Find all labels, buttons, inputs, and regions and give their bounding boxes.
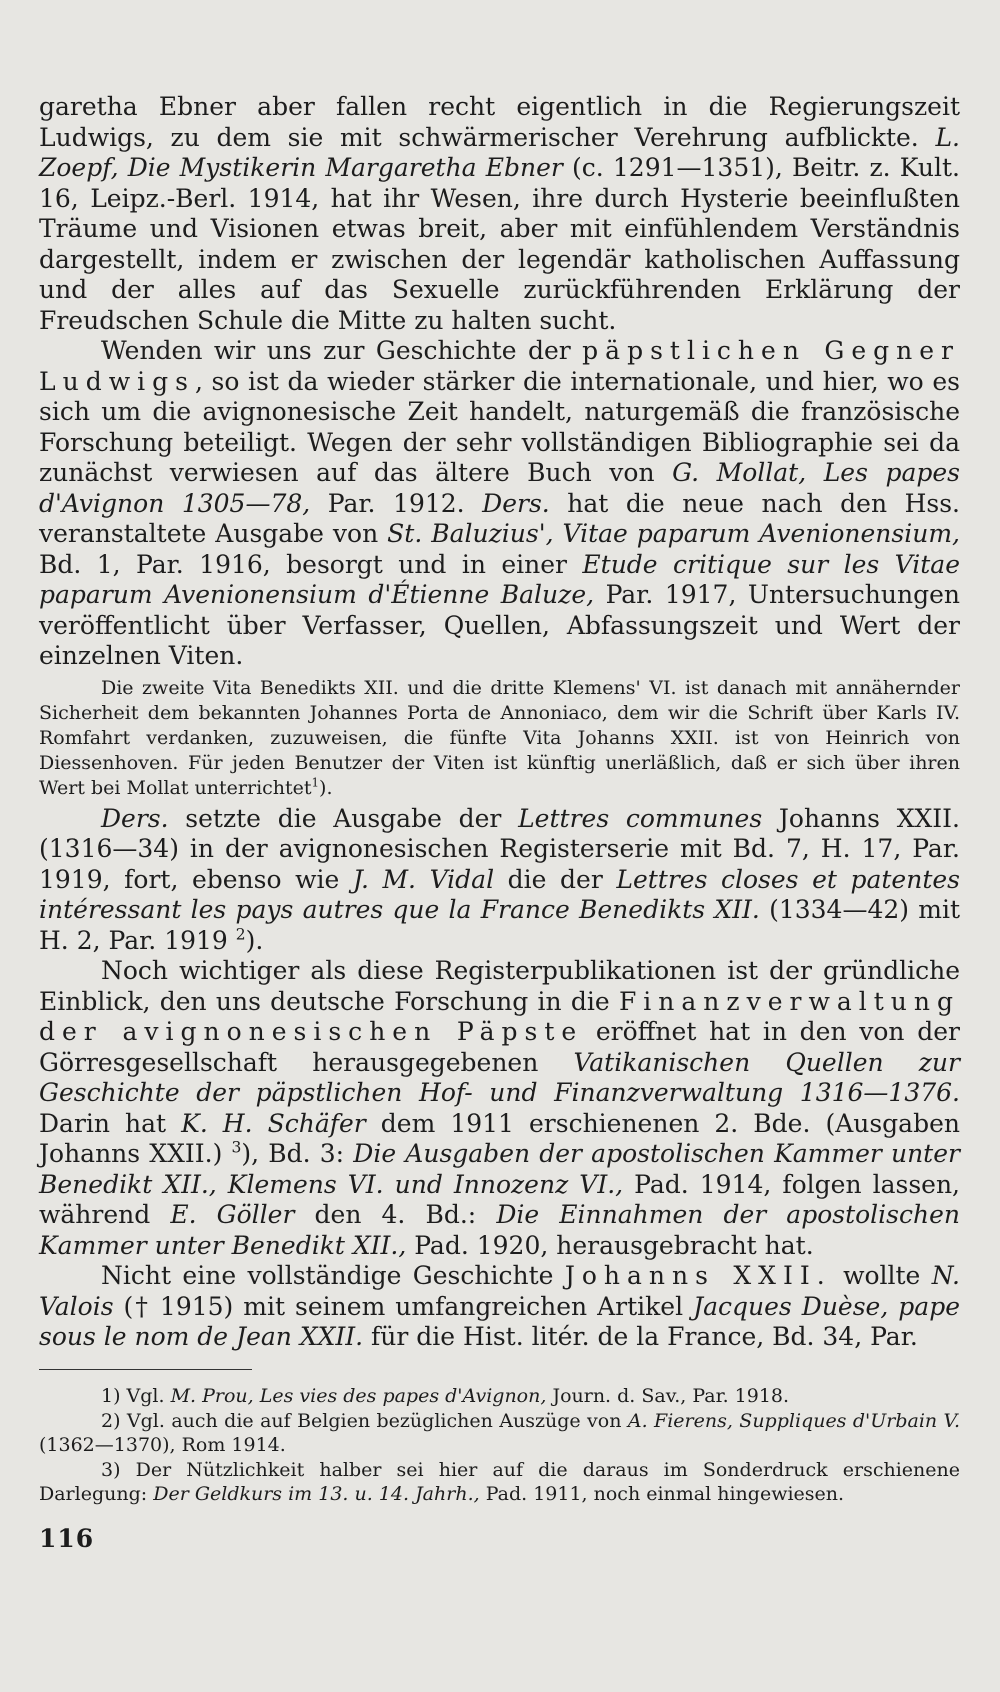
text-span: eröffnet hat in den von der Görresgesellschaft herausgegebenen (39, 1017, 960, 1077)
spaced-emphasis: Finanzverwaltung der avignonesischen Päpste (39, 986, 960, 1046)
italic-citation: J. M. Vidal (352, 864, 495, 894)
text-span: Journ. d. Sav., Par. 1918. (546, 1385, 790, 1407)
text-span: Noch wichtiger als diese Registerpublikationen ist der gründliche Einblick, den uns deutsche Forschung in die (39, 956, 960, 1016)
page-number: 116 (39, 1524, 95, 1553)
text-span: Pad. 1914, folgen lassen, während (39, 1169, 960, 1229)
italic-citation: A. Fierens, Suppliques d'Urbain V. (627, 1409, 960, 1432)
text-span: Johanns XXII. (1316—34) in der avignonesischen Registerserie mit Bd. 7, H. 17, Par. 1919, fort, ebenso wie (39, 803, 960, 894)
italic-citation: Vatikanischen Quellen zur Geschichte der päpstlichen Hof- und Finanzverwaltung 1316—1376. (39, 1047, 960, 1107)
text-span: 2) Vgl. auch die auf Belgien bezüglichen Auszüge von (101, 1409, 628, 1432)
text-span: hat die neue nach den Hss. veranstaltete Ausgabe von (39, 488, 961, 548)
footnotes (39, 1384, 960, 1507)
footnote-3 (39, 1458, 960, 1507)
text-span: (c. 1291—1351), Beitr. z. Kult. 16, Leipz.-Berl. 1914, hat ihr Wesen, ihre durch Hysterie beeinflußten Träume und Visionen etwas breit, aber mit einfühlendem Verständnis dargestellt, indem er zwischen der legendär katholischen Auffassung und der alles auf das Sexuelle zurückführenden Erklärung der Freudschen Schule die Mitte zu halten sucht. (39, 153, 961, 335)
text-span: dem 1911 erschienenen 2. Bde. (Ausgaben Johanns XXII.) (39, 1108, 960, 1168)
text-span: setzte die Ausgabe der (168, 803, 519, 833)
text-span: Bd. 1, Par. 1916, besorgt und in einer (39, 549, 583, 579)
paragraph-3 (39, 804, 960, 957)
text-span: († 1915) mit seinem umfangreichen Artikel (113, 1291, 694, 1321)
footnote-1 (39, 1384, 960, 1409)
italic-citation: Lettres communes (518, 803, 763, 833)
paragraph-4 (39, 956, 960, 1261)
text-span: Par. 1917, Untersuchungen veröffentlicht über Verfasser, Quellen, Abfassungszeit und Wert der einzelnen Viten. (39, 580, 960, 670)
text-span: garetha Ebner aber fallen recht eigentlich in die Regierungszeit Ludwigs, zu dem sie mit schwärmerischer Verehrung aufblickte. (39, 92, 960, 152)
italic-citation: Ders. (101, 803, 169, 833)
text-span: Pad. 1911, noch einmal hingewiesen. (479, 1483, 845, 1505)
italic-citation: St. Baluzius', Vitae paparum Avenionensium, (387, 519, 960, 548)
footnote-ref: 1 (311, 775, 320, 790)
text-span: ). (245, 925, 264, 955)
italic-citation: Jacques Duèse, pape sous le nom de Jean XXII. (39, 1291, 960, 1351)
text-span: ). (319, 776, 333, 799)
text-span: 1) Vgl. (101, 1385, 171, 1407)
footnote-separator (39, 1369, 252, 1370)
italic-citation: Etude critique sur les Vitae paparum Avenionensium d'Étienne Baluze, (39, 549, 960, 609)
italic-citation: G. Mollat, Les papes d'Avignon 1305—78, (39, 458, 960, 518)
text-span: die der (494, 864, 617, 894)
paragraph-2 (39, 336, 960, 672)
text-span: Nicht eine vollständige Geschichte (101, 1261, 565, 1290)
paragraph-5 (39, 1261, 960, 1353)
italic-citation: M. Prou, Les vies des papes d'Avignon, (170, 1385, 547, 1407)
italic-citation: L. Zoepf, Die Mystikerin Margaretha Ebner (39, 122, 960, 182)
italic-citation: Ders. (482, 488, 550, 518)
spaced-emphasis: päpstlichen Gegner Ludwigs (39, 336, 961, 396)
footnote-2 (39, 1409, 960, 1458)
text-span: (1362—1370), Rom 1914. (39, 1434, 286, 1456)
text-span: ), Bd. 3: (241, 1139, 354, 1168)
text-span: Die zweite Vita Benedikts XII. und die dritte Klemens' VI. ist danach mit annähernder Sicherheit dem bekannten Johannes Porta de Annoniaco, dem wir die Schrift über Karls IV. Romfahrt verdanken, zuzuweisen, die fünfte Vita Johanns XXII. ist von Heinrich von Diessenhoven. Für jeden Benutzer der Viten ist künftig unerläßlich, daß er sich über ihren Wert bei Mollat unterrichtet (39, 676, 960, 799)
italic-citation: N. Valois (39, 1261, 960, 1321)
spaced-emphasis: Johanns XXII. (564, 1261, 832, 1290)
italic-citation: E. Göller (170, 1200, 295, 1229)
text-span: Par. 1912. (310, 488, 483, 518)
footnote-ref: 2 (235, 925, 246, 944)
text-span: Wenden wir uns zur Geschichte der (101, 336, 583, 365)
text-span: 3) Der Nützlichkeit halber sei hier auf die daraus im Sonderdruck erschienene Darlegung: (39, 1458, 960, 1505)
text-span: wollte (831, 1261, 932, 1290)
text-span: Pad. 1920, herausgebracht hat. (406, 1230, 814, 1260)
italic-citation: Lettres closes et patentes intéressant les pays autres que la France Benedikts XII. (39, 864, 960, 924)
text-span: Darin hat (39, 1108, 182, 1138)
small-print-paragraph (39, 676, 960, 801)
text-span: für die Hist. litér. de la France, Bd. 34, Par. (363, 1322, 918, 1351)
text-span: den 4. Bd.: (294, 1200, 497, 1229)
text-span: (1334—42) mit H. 2, Par. 1919 (39, 895, 960, 955)
italic-citation: Die Einnahmen der apostolischen Kammer unter Benedikt XII., (39, 1200, 960, 1260)
paragraph-1 (39, 92, 960, 336)
main-text (39, 92, 960, 1353)
italic-citation: Der Geldkurs im 13. u. 14. Jahrh., (153, 1483, 480, 1505)
italic-citation: Die Ausgaben der apostolischen Kammer unter Benedikt XII., Klemens VI. und Innozenz VI., (39, 1139, 960, 1199)
text-span: , so ist da wieder stärker die internationale, und hier, wo es sich um die avignonesische Zeit handelt, naturgemäß die französische Forschung beteiligt. Wegen der sehr vollständigen Bibliographie sei da zunächst verwiesen auf das ältere Buch von (39, 366, 960, 487)
footnote-ref: 3 (231, 1138, 242, 1157)
italic-citation: K. H. Schäfer (181, 1108, 366, 1138)
